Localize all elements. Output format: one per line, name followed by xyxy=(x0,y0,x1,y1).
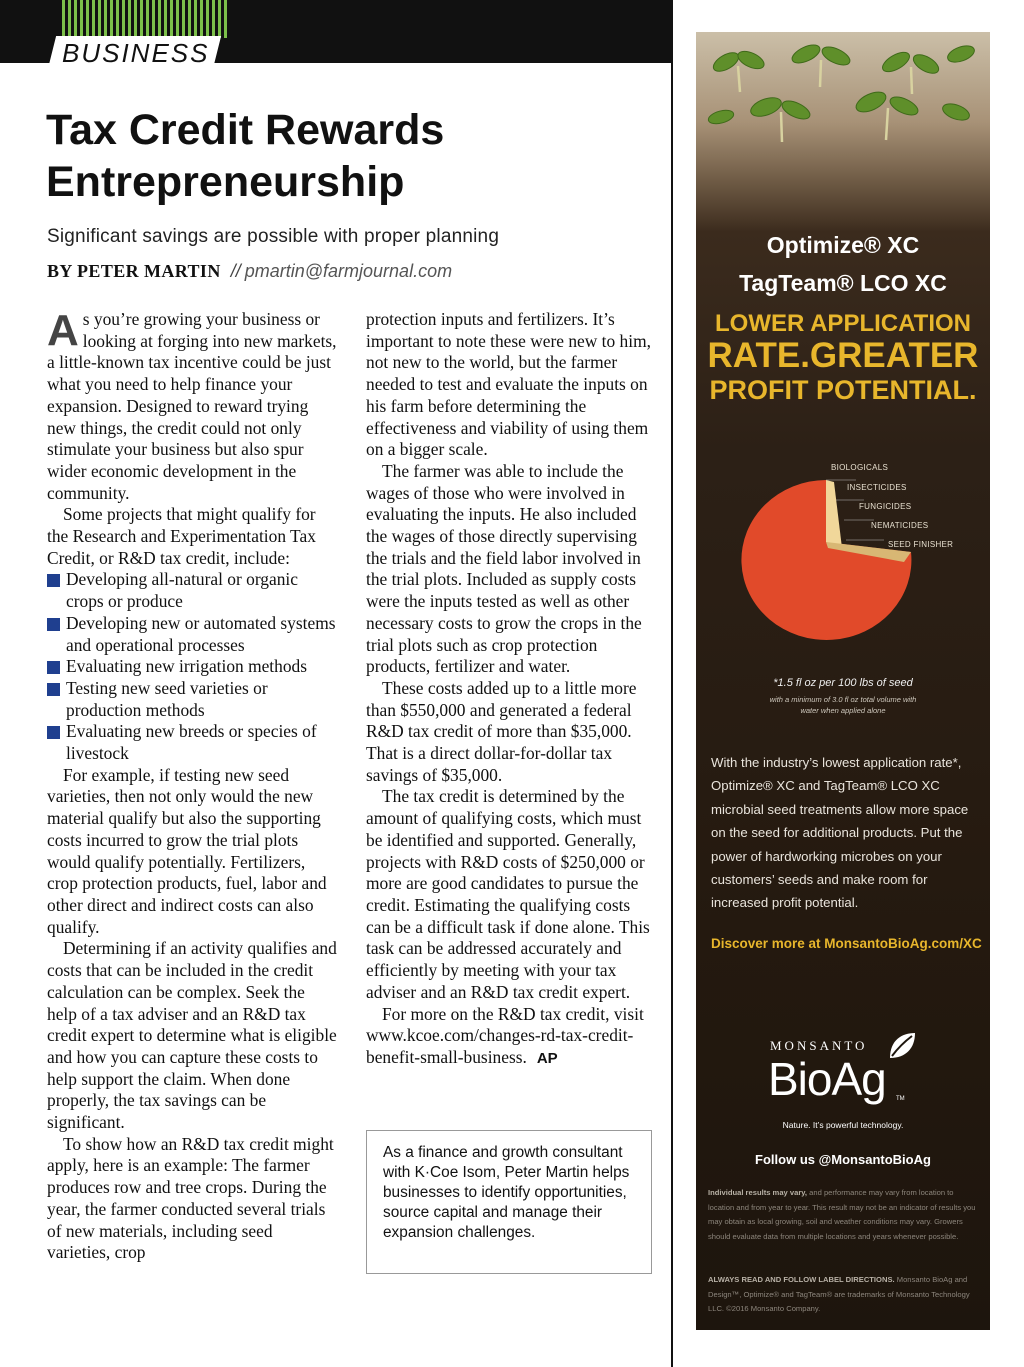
ad-headline-line1: LOWER APPLICATION xyxy=(715,310,971,337)
author-name: BY PETER MARTIN xyxy=(47,261,221,281)
article-paragraph: Some projects that might qualify for the Research and Experimentation Tax Credit, or R&D tax credit, include: xyxy=(47,504,316,568)
ad-rate-subnote: water when applied alone xyxy=(800,706,886,715)
bullet-square-icon xyxy=(47,726,60,739)
article-paragraph: Determining if an activity qualifies and costs that can be included in the credit calculation can be complex. Seek the help of a tax adviser and an R&D tax credit expert to determine what is eligible and how you can capture these costs to help support the claim. When done properly, the tax savings can be significant. xyxy=(47,938,337,1133)
bullet-square-icon xyxy=(47,683,60,696)
list-item: Testing new seed varieties or production methods xyxy=(47,678,339,721)
list-item: Evaluating new irrigation methods xyxy=(47,656,339,678)
seed-pie-graphic xyxy=(696,452,990,682)
ad-disclaimer: Individual results may vary, and performance may vary from location to location and from year to year. This result may not be an indicator of results you may obtain as local growing, soil and weather conditions may vary. Growers should evaluate data from multiple locations and years whenever possible. xyxy=(708,1188,976,1241)
advertisement[interactable] xyxy=(696,32,990,1330)
ad-product-tagteam: TagTeam® LCO XC xyxy=(739,270,947,296)
column-divider xyxy=(671,63,673,1367)
drop-cap: A xyxy=(47,306,79,355)
seedling-plants-image xyxy=(696,32,990,232)
header-stripes xyxy=(62,0,230,38)
ad-rate-subnote: with a minimum of 3.0 fl oz total volume with xyxy=(769,695,917,704)
article-paragraph: The tax credit is determined by the amount of qualifying costs, which must be identified and supported. Generally, projects with R&D costs of $250,000 or more are good candidates to pursue the credit. Estimating the qualifying costs can be a difficult task if done alone. This task can be addressed accurately and efficiently by meeting with your tax adviser and an R&D tax credit expert. xyxy=(366,786,650,1002)
author-bio-box: As a finance and growth consultant with K·Coe Isom, Peter Martin helps businesses to identify opportunities, source capital and manage their expansion challenges. xyxy=(366,1130,652,1274)
list-item: Developing new or automated systems and operational processes xyxy=(47,613,339,656)
brand-trademark: TM xyxy=(896,1096,905,1102)
article-paragraph: For more on the R&D tax credit, visit www.kcoe.com/changes-rd-tax-credit-benefit-small-business. AP xyxy=(366,1003,644,1067)
ad-legal-text: ALWAYS READ AND FOLLOW LABEL DIRECTIONS. Monsanto BioAg and Design™, Optimize® and TagTeam® are trademarks of Monsanto Technology LLC. ©2016 Monsanto Company. xyxy=(708,1275,970,1313)
byline xyxy=(47,261,452,282)
ad-product-optimize: Optimize® XC xyxy=(766,232,920,258)
author-email[interactable]: pmartin@farmjournal.com xyxy=(244,261,453,281)
pie-label-fungicides: FUNGICIDES xyxy=(859,502,912,511)
section-label: BUSINESS xyxy=(62,38,210,68)
byline-separator: // xyxy=(230,261,241,281)
bullet-square-icon xyxy=(47,574,60,587)
brand-tagline: Nature. It’s powerful technology. xyxy=(782,1120,904,1130)
article-headline: Tax Credit Rewards Entrepreneurship xyxy=(46,106,445,206)
ad-social-handle[interactable]: Follow us @MonsantoBioAg xyxy=(755,1152,931,1167)
ad-body-copy: With the industry’s lowest application rate*, Optimize® XC and TagTeam® LCO XC microbial seed treatments allow more space on the seed for additional products. Put the power of hardworking microbes on your customers’ seeds and make room for increased profit potential. xyxy=(711,755,969,911)
article-paragraph: To show how an R&D tax credit might apply, here is an example: The farmer produces row and tree crops. During the year, the farmer conducted several trials of new materials, including seed varieties, crop xyxy=(47,1133,334,1263)
pie-label-insecticides: INSECTICIDES xyxy=(847,483,907,492)
brand-bioag-logo: BioAg xyxy=(768,1053,886,1105)
article-paragraph: As you’re growing your business or looking at forging into new markets, a little-known tax incentive could be just what you need to help finance your expansion. Designed to reward trying new things, the credit could not only stimulate your business but also spur wider economic development in the community. xyxy=(47,306,337,503)
leaf-logo-icon xyxy=(886,1030,918,1062)
pie-label-biologicals: BIOLOGICALS xyxy=(831,463,889,472)
pie-label-nematicides: NEMATICIDES xyxy=(871,521,929,530)
article-column-2 xyxy=(366,309,658,1070)
article-column-1 xyxy=(47,306,339,1264)
article-paragraph: The farmer was able to include the wages of those who were involved in evaluating the inputs. He also included the wages of those directly supervising the trials and the field labor involved in the trial plots. Included as supply costs were the inputs tested as well as other necessary costs to grow the crops in the trial plots such as crop protection products, fertilizer and water. xyxy=(366,460,642,677)
article-paragraph: protection inputs and fertilizers. It’s important to note these were new to him, not new to the world, but the farmer needed to test and evaluate the inputs on his farm before determining the effectiveness and viability of using them on a bigger scale. xyxy=(366,309,651,460)
article-paragraph: These costs added up to a little more than $550,000 and generated a federal R&D tax credit of more than $35,000. That is a direct dollar-for-dollar tax savings of $35,000. xyxy=(366,677,637,785)
bullet-square-icon xyxy=(47,618,60,631)
ad-website-link[interactable]: Discover more at MonsantoBioAg.com/XC xyxy=(711,936,982,951)
article-subhead: Significant savings are possible with proper planning xyxy=(47,226,500,247)
bullet-square-icon xyxy=(47,661,60,674)
ad-headline-line2: RATE.GREATER xyxy=(707,336,979,375)
article-paragraph: For example, if testing new seed varieties, then not only would the new material qualify but also the supporting costs incurred to grow the trial plots would qualify potentially. Fertilizers, crop protection products, fuel, labor and other direct and indirect costs can also qualify. xyxy=(47,764,327,937)
qualifying-projects-list xyxy=(47,569,339,764)
pie-label-seed-finisher: SEED FINISHER xyxy=(888,540,954,549)
brand-monsanto-wordmark: MONSANTO xyxy=(770,1038,868,1053)
list-item: Evaluating new breeds or species of livestock xyxy=(47,721,339,764)
signoff-mark: AP xyxy=(536,1049,558,1067)
list-item: Developing all-natural or organic crops or produce xyxy=(47,569,339,612)
ad-rate-note: *1.5 fl oz per 100 lbs of seed xyxy=(773,677,913,689)
ad-headline-line3: PROFIT POTENTIAL. xyxy=(709,375,977,405)
